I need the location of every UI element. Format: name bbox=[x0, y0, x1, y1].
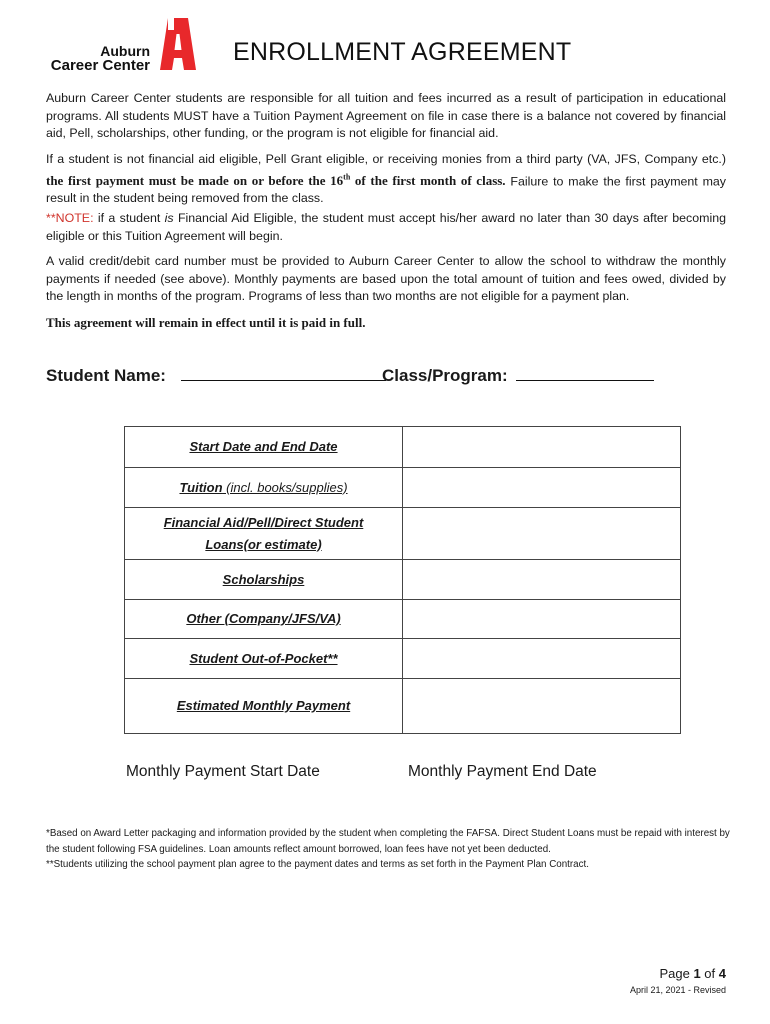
table-row bbox=[125, 427, 681, 468]
deadline-superscript: th bbox=[343, 172, 351, 182]
table-row bbox=[125, 639, 681, 679]
note-text-1: if a student bbox=[93, 211, 165, 225]
out-of-pocket-value[interactable] bbox=[403, 639, 681, 679]
tuition-sublabel: (incl. books/supplies) bbox=[222, 479, 348, 495]
footnote-2: **Students utilizing the school payment plan agree to the payment dates and terms as set forth in the Payment Plan Contract. bbox=[46, 859, 589, 870]
page-total: 4 bbox=[718, 966, 726, 981]
note-label: NOTE: bbox=[55, 211, 94, 225]
auburn-a-mark-icon bbox=[160, 18, 196, 70]
table-label: Start Date and End Date bbox=[125, 427, 403, 468]
table-row bbox=[125, 508, 681, 560]
auburn-logo bbox=[36, 18, 196, 74]
table-row bbox=[125, 468, 681, 508]
other-funding-value[interactable] bbox=[403, 600, 681, 639]
monthly-payment-value[interactable] bbox=[403, 679, 681, 734]
table-row bbox=[125, 679, 681, 734]
class-program-field[interactable] bbox=[382, 366, 654, 386]
page-of: of bbox=[700, 966, 719, 981]
note-stars: ** bbox=[46, 211, 56, 225]
first-payment-paragraph bbox=[46, 151, 726, 208]
page-number bbox=[659, 966, 726, 981]
deadline-text-a: the first payment must be made on or before the 16 bbox=[46, 172, 344, 188]
page-current: 1 bbox=[693, 966, 701, 981]
student-name-blank[interactable] bbox=[181, 366, 386, 381]
first-payment-deadline bbox=[46, 173, 506, 188]
start-end-date-value[interactable] bbox=[403, 427, 681, 468]
page-prefix: Page bbox=[659, 966, 694, 981]
table-label: Other (Company/JFS/VA) bbox=[125, 600, 403, 639]
student-name-label: Student Name: bbox=[46, 366, 166, 385]
payment-end-date-label: Monthly Payment End Date bbox=[408, 763, 597, 780]
responsibility-paragraph: Auburn Career Center students are responsible for all tuition and fees incurred as a result of participation in educational programs. All students MUST have a Tuition Payment Agreement on file in case there is a balance not covered by financial aid, Pell, scholarships, other funding, or the program is not eligible for financial aid. bbox=[46, 91, 726, 140]
financial-table bbox=[124, 426, 681, 734]
student-name-field[interactable] bbox=[46, 366, 386, 386]
class-program-blank[interactable] bbox=[516, 366, 654, 381]
financial-aid-label-1: Financial Aid/Pell/Direct Student bbox=[163, 514, 364, 530]
financial-aid-label-2: Loans(or estimate) bbox=[205, 536, 322, 552]
deadline-text-b: of the first month of class. bbox=[350, 172, 506, 188]
scholarships-value[interactable] bbox=[403, 560, 681, 600]
logo-line-2: Career Center bbox=[50, 57, 150, 74]
first-payment-intro: If a student is not financial aid eligible, Pell Grant eligible, or receiving monies from a third party (VA, JFS, Company etc.) bbox=[46, 152, 726, 166]
table-row bbox=[125, 560, 681, 600]
card-payment-paragraph: A valid credit/debit card number must be provided to Auburn Career Center to allow the school to withdraw the monthly payments if needed (see above). Monthly payments are based upon the total amount of tuition and fees owed, divided by the length in months of the program. Programs of less than two months are not eligible for a payment plan. bbox=[46, 254, 726, 303]
table-row bbox=[125, 600, 681, 639]
table-label bbox=[125, 508, 403, 560]
tuition-label: Tuition bbox=[179, 479, 223, 495]
note-text-2: Financial Aid Eligible, the student must accept his/her award no later than 30 days after becoming eligible or this Tuition Agreement will begin. bbox=[46, 211, 726, 243]
table-label: Student Out-of-Pocket** bbox=[125, 639, 403, 679]
table-label bbox=[125, 468, 403, 508]
financial-aid-value[interactable] bbox=[403, 508, 681, 560]
note-emphasis: is bbox=[164, 211, 174, 225]
table-label: Estimated Monthly Payment bbox=[125, 679, 403, 734]
agreement-effect-paragraph: This agreement will remain in effect until it is paid in full. bbox=[46, 315, 366, 330]
footnotes bbox=[46, 826, 736, 873]
class-program-label: Class/Program: bbox=[382, 366, 508, 385]
logo-line-1: Auburn bbox=[100, 43, 150, 59]
financial-aid-note-paragraph bbox=[46, 210, 726, 245]
payment-start-date-label: Monthly Payment Start Date bbox=[126, 763, 320, 780]
footnote-1: *Based on Award Letter packaging and information provided by the student when completing the FAFSA. Direct Student Loans must be repaid with interest by the student following FSA guidelines. Loan amounts reflect amount borrowed, loan fees have not yet been deducted. bbox=[46, 828, 730, 855]
table-label: Scholarships bbox=[125, 560, 403, 600]
tuition-value[interactable] bbox=[403, 468, 681, 508]
page-title: ENROLLMENT AGREEMENT bbox=[233, 38, 572, 66]
first-payment-warning: Failure to make the first payment may result in the student being removed from the class. bbox=[46, 173, 726, 206]
revision-date: April 21, 2021 - Revised bbox=[629, 985, 726, 995]
